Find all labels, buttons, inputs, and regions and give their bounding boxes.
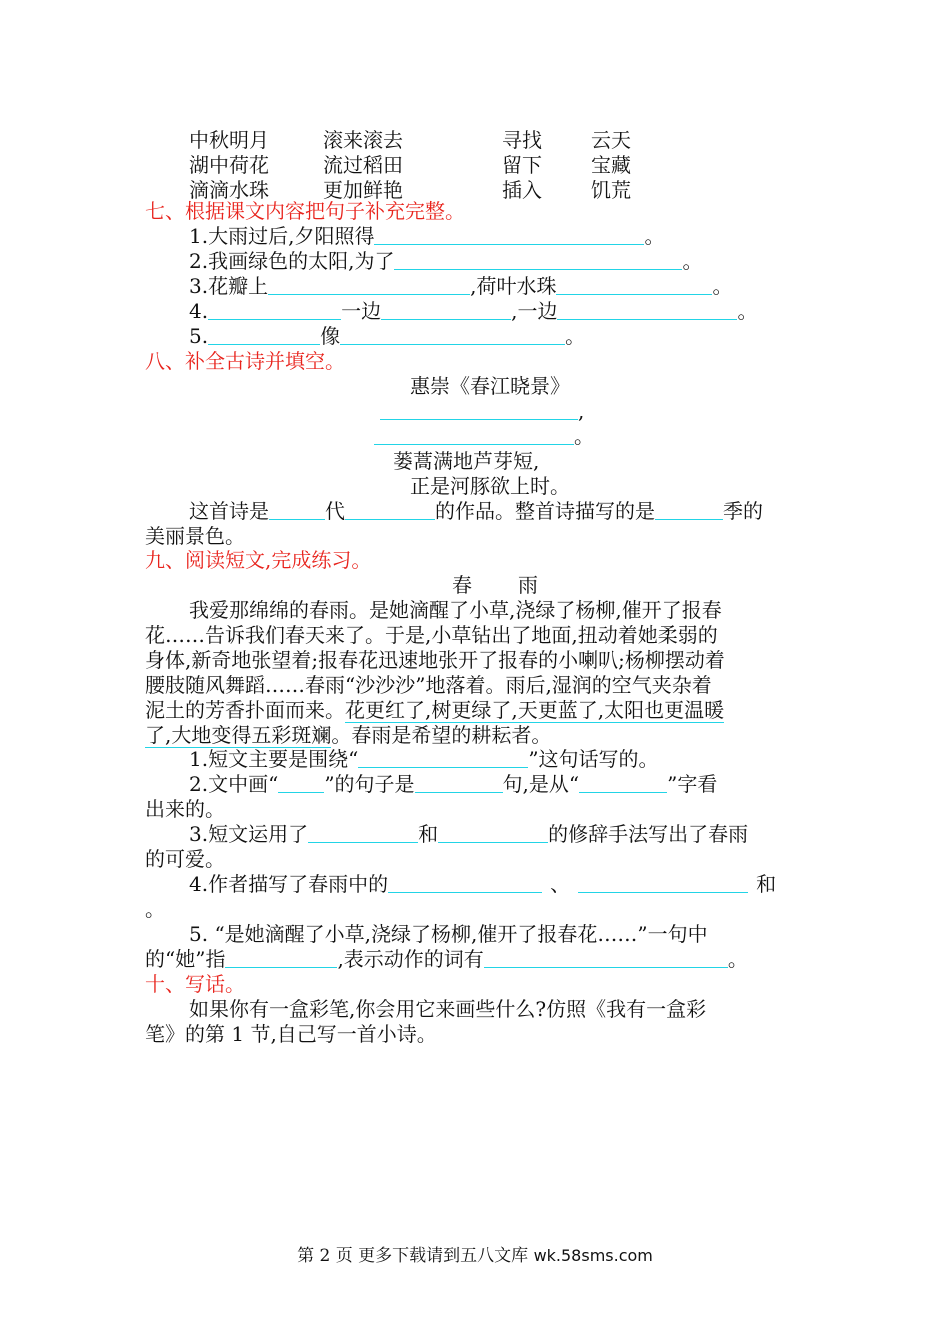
word-cell: 中秋明月 <box>189 128 269 152</box>
poem-line-3: 蒌蒿满地芦芽短, <box>393 449 540 473</box>
section-8-heading: 八、补全古诗并填空。 <box>145 349 345 373</box>
q-text: 2.我画绿色的太阳,为了 <box>189 249 395 273</box>
passage-line <box>145 698 724 723</box>
answer-blank[interactable] <box>345 499 435 520</box>
q-text: 的“她”指 <box>145 947 226 971</box>
passage-text: 泥土的芳香扑面而来。 <box>145 698 345 722</box>
page-footer <box>0 1241 950 1266</box>
s9-question-3-cont: 的可爱。 <box>145 847 225 871</box>
q-text: , <box>578 399 585 423</box>
answer-blank[interactable] <box>208 324 320 345</box>
q-text: ”的句子是 <box>324 772 415 796</box>
word-cell: 滴滴水珠 <box>189 178 269 202</box>
s9-question-3 <box>189 822 748 847</box>
s7-question-3 <box>189 274 732 299</box>
answer-blank[interactable] <box>484 947 728 968</box>
q-text: 。 <box>712 274 733 298</box>
s7-question-1 <box>189 224 664 249</box>
q-text: 像 <box>320 324 341 348</box>
passage-line <box>145 723 551 748</box>
q-text: ”字看 <box>667 772 718 796</box>
answer-blank[interactable] <box>278 772 324 793</box>
word-cell: 湖中荷花 <box>189 153 269 177</box>
answer-blank[interactable] <box>579 772 667 793</box>
q-text: 。 <box>574 424 594 448</box>
q-text: 的修辞手法写出了春雨 <box>548 822 749 846</box>
word-cell: 更加鲜艳 <box>323 178 403 202</box>
s8-fill-question <box>189 499 763 524</box>
q-text: 、 <box>550 872 571 896</box>
answer-blank[interactable] <box>415 772 503 793</box>
poem-line-2 <box>374 424 594 449</box>
writing-prompt-line: 如果你有一盒彩笔,你会用它来画些什么?仿照《我有一盒彩 <box>189 997 707 1021</box>
poem-line-1 <box>380 399 584 424</box>
passage-text: 。春雨是希望的耕耘者。 <box>331 723 552 747</box>
word-cell: 流过稻田 <box>323 153 403 177</box>
passage-line: 腰肢随风舞蹈……春雨“沙沙沙”地落着。雨后,湿润的空气夹杂着 <box>145 673 712 697</box>
s9-question-2-cont: 出来的。 <box>145 797 225 821</box>
q-text: 3.短文运用了 <box>189 822 309 846</box>
footer-text: 第 2 页 更多下载请到五八文库 <box>297 1246 534 1266</box>
poem-title: 惠崇《春江晓景》 <box>410 374 570 398</box>
answer-blank[interactable] <box>268 274 470 295</box>
q-text: 5. <box>189 324 209 348</box>
q-text: ,表示动作的词有 <box>337 947 484 971</box>
q-text: 一边 <box>341 299 382 323</box>
passage-line: 我爱那绵绵的春雨。是她滴醒了小草,浇绿了杨柳,催开了报春 <box>189 598 722 622</box>
answer-blank[interactable] <box>269 499 325 520</box>
poem-line-4: 正是河豚欲上时。 <box>410 474 570 498</box>
q-text: ,荷叶水珠 <box>470 274 557 298</box>
answer-blank[interactable] <box>374 424 574 445</box>
answer-blank[interactable] <box>358 747 528 768</box>
answer-blank[interactable] <box>655 499 723 520</box>
answer-blank[interactable] <box>556 274 712 295</box>
word-cell: 留下 <box>502 153 542 177</box>
s9-question-5-cont <box>145 947 748 972</box>
q-text: 。 <box>727 947 748 971</box>
q-text: 季的 <box>723 499 763 523</box>
answer-blank[interactable] <box>225 947 337 968</box>
q-text: 和 <box>418 822 439 846</box>
q-text: 和 <box>756 872 777 896</box>
q-text: 。 <box>737 299 758 323</box>
underlined-sentence: 了,大地变得五彩斑斓 <box>145 723 332 747</box>
q-text: 这首诗是 <box>189 499 269 523</box>
title-char: 雨 <box>518 573 538 597</box>
q-text: 2.文中画“ <box>189 772 279 796</box>
word-cell: 云天 <box>591 128 631 152</box>
s9-question-5: 5. “是她滴醒了小草,浇绿了杨柳,催开了报春花……”一句中 <box>189 922 708 946</box>
passage-line: 花……告诉我们春天来了。于是,小草钻出了地面,扭动着她柔弱的 <box>145 623 718 647</box>
passage-line: 身体,新奇地张望着;报春花迅速地张开了报春的小喇叭;杨柳摆动着 <box>145 648 725 672</box>
q-text: 。 <box>565 324 586 348</box>
answer-blank[interactable] <box>394 249 682 270</box>
q-text: ”这句话写的。 <box>528 747 659 771</box>
word-cell: 饥荒 <box>591 178 631 202</box>
q-text: ,一边 <box>511 299 558 323</box>
word-cell: 滚来滚去 <box>323 128 403 152</box>
writing-prompt-line: 笔》的第 1 节,自己写一首小诗。 <box>145 1022 437 1046</box>
s7-question-2 <box>189 249 702 274</box>
answer-blank[interactable] <box>381 299 511 320</box>
section-10-heading: 十、写话。 <box>145 972 245 996</box>
answer-blank[interactable] <box>438 822 548 843</box>
answer-blank[interactable] <box>578 872 748 893</box>
passage-title <box>452 573 538 598</box>
q-text: 。 <box>682 249 703 273</box>
section-9-heading: 九、阅读短文,完成练习。 <box>145 548 372 572</box>
q-text: 1.大雨过后,夕阳照得 <box>189 224 375 248</box>
s7-question-4 <box>189 299 757 324</box>
answer-blank[interactable] <box>388 872 542 893</box>
q-text: 1.短文主要是围绕“ <box>189 747 359 771</box>
underlined-sentence: 花更红了,树更绿了,天更蓝了,太阳也更温暖 <box>345 698 725 722</box>
q-text: 4.作者描写了春雨中的 <box>189 872 389 896</box>
answer-blank[interactable] <box>557 299 737 320</box>
word-cell: 寻找 <box>502 128 542 152</box>
s9-question-4 <box>189 872 776 897</box>
q-text: 4. <box>189 299 209 323</box>
s9-question-4-cont: 。 <box>145 897 165 921</box>
word-cell: 宝藏 <box>591 153 631 177</box>
footer-link[interactable]: wk.58sms.com <box>533 1246 653 1265</box>
s7-question-5 <box>189 324 585 349</box>
answer-blank[interactable] <box>380 399 578 420</box>
q-text: 3.花瓣上 <box>189 274 269 298</box>
q-text: 的作品。整首诗描写的是 <box>435 499 655 523</box>
answer-blank[interactable] <box>340 324 565 345</box>
s9-question-2 <box>189 772 717 797</box>
s8-fill-question-cont: 美丽景色。 <box>145 524 245 548</box>
word-cell: 插入 <box>502 178 542 202</box>
q-text: 句,是从“ <box>502 772 580 796</box>
answer-blank[interactable] <box>308 822 418 843</box>
q-text: 代 <box>325 499 345 523</box>
section-7-heading: 七、根据课文内容把句子补充完整。 <box>145 199 465 223</box>
answer-blank[interactable] <box>208 299 341 320</box>
title-char: 春 <box>452 573 472 597</box>
s9-question-1 <box>189 747 659 772</box>
q-text: 。 <box>644 224 665 248</box>
answer-blank[interactable] <box>374 224 644 245</box>
